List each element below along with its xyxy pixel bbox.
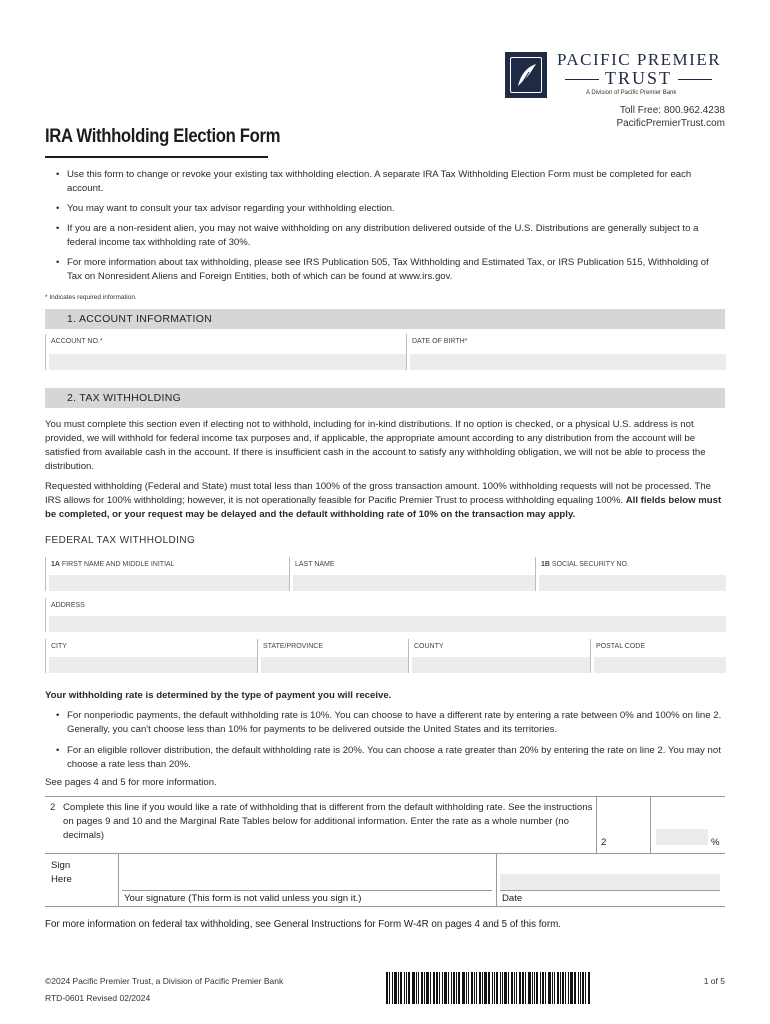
title-underline [45, 156, 268, 158]
field-label: CITY [51, 643, 67, 650]
barcode-bar [494, 972, 495, 1004]
barcode-bar [570, 972, 573, 1004]
barcode-bar [412, 972, 415, 1004]
barcode-bar [585, 972, 586, 1004]
barcode-bar [552, 972, 553, 1004]
barcode-bar [444, 972, 447, 1004]
barcode-bar [456, 972, 457, 1004]
logo-mark [505, 52, 547, 98]
barcode-bar [565, 972, 566, 1004]
field-label: ADDRESS [51, 602, 85, 609]
ssn-field[interactable] [535, 557, 726, 591]
state-input[interactable] [261, 657, 409, 673]
federal-heading: FEDERAL TAX WITHHOLDING [45, 535, 196, 546]
tax-paragraph-1: You must complete this section even if electing not to withhold, including for in-kind distributions. If no option is checked, or a physical U.S. address is not provided, we will withhold for federal income tax purposes and, if applicable, the appropriate amount according to any distribution from the account will be satisfied from available cash in the account. If there is insufficient cash in the account to satisfy any withholding obligation, we will not be able to process the distribution. [45, 419, 706, 472]
barcode-bar [508, 972, 509, 1004]
barcode-bar [400, 972, 402, 1004]
county-input[interactable] [412, 657, 591, 673]
field-label: 1B SOCIAL SECURITY NO. [541, 561, 629, 568]
signature-input[interactable] [122, 872, 492, 890]
barcode-bar [466, 972, 467, 1004]
divider [45, 853, 725, 854]
list-item: • For nonperiodic payments, the default withholding rate is 10%. You can choose to have a different rate by entering a rate between 0% and 100% on line 2. Generally, you can't choose less than 10% for payments to be delivered outside the United States and its territories. [56, 710, 722, 735]
barcode-bar [488, 972, 490, 1004]
section-account-header: 1. ACCOUNT INFORMATION [45, 309, 725, 329]
barcode-bar [578, 972, 579, 1004]
barcode-bar [562, 972, 564, 1004]
barcode-bar [439, 972, 440, 1004]
barcode-bar [557, 972, 559, 1004]
barcode-bar [519, 972, 521, 1004]
barcode-bar [492, 972, 493, 1004]
list-item: • You may want to consult your tax advisor regarding your withholding election. [56, 203, 395, 214]
date-of-birth-field[interactable] [406, 334, 726, 370]
tax-paragraph-2: Requested withholding (Federal and State) must total less than 100% of the gross transaction amount. 100% withholding requests will not be processed. The IRS allows for 100% withholding; however, it is not operationally feasible for Pacific Premier Trust to process withholding equaling 100%. All fields below must be completed, or your request may be delayed and the default withholding rate of 10% on the transaction may apply. [45, 481, 722, 520]
field-label: 1A FIRST NAME AND MIDDLE INITIAL [51, 561, 175, 568]
last-name-input[interactable] [293, 575, 536, 591]
form-code: RTD-0601 Revised 02/2024 [45, 993, 151, 1003]
field-label: LAST NAME [295, 561, 335, 568]
ssn-input[interactable] [539, 575, 726, 591]
barcode-bar [471, 972, 473, 1004]
barcode-bar [433, 972, 435, 1004]
barcode [386, 972, 612, 1004]
copyright: ©2024 Pacific Premier Trust, a Division of Pacific Premier Bank [45, 976, 284, 986]
divider [496, 853, 497, 906]
first-name-input[interactable] [49, 575, 290, 591]
barcode-bar [534, 972, 535, 1004]
barcode-bar [574, 972, 576, 1004]
date-label: Date [502, 893, 523, 904]
field-label: COUNTY [414, 643, 444, 650]
field-label: ACCOUNT NO.* [51, 338, 103, 345]
barcode-bar [582, 972, 584, 1004]
logo-subtitle: A Division of Pacific Premier Bank [586, 90, 677, 96]
postal-code-field[interactable] [590, 639, 726, 673]
barcode-bar [532, 972, 533, 1004]
field-label: DATE OF BIRTH* [412, 338, 468, 345]
barcode-bar [522, 972, 524, 1004]
barcode-bar [451, 972, 452, 1004]
list-item: • For an eligible rollover distribution, the default withholding rate is 20%. You can choose a rate greater than 20% by entering the rate on line 2. You may not choose a rate less than 20%. [56, 745, 721, 770]
page-title: IRA Withholding Election Form [45, 126, 281, 147]
barcode-bar [502, 972, 503, 1004]
barcode-bar [568, 972, 569, 1004]
barcode-bar [484, 972, 487, 1004]
barcode-bar [536, 972, 538, 1004]
barcode-bar [580, 972, 581, 1004]
barcode-bar [453, 972, 455, 1004]
barcode-bar [426, 972, 429, 1004]
barcode-bar [548, 972, 551, 1004]
signature-line [122, 890, 492, 891]
logo-trust: TRUST [557, 68, 720, 89]
barcode-bar [542, 972, 544, 1004]
line-2-instructions: 2 Complete this line if you would like a rate of withholding that is different from the default withholding rate. See the instructions on pages 9 and 10 and the Marginal Rate Tables below for additional information. Enter the rate as a whole number (no decimals) [50, 802, 593, 841]
required-note: * Indicates required information. [45, 294, 137, 301]
divider [650, 796, 651, 853]
barcode-bar [418, 972, 419, 1004]
withholding-rate-input[interactable] [656, 829, 708, 845]
page-number: 1 of 5 [703, 976, 725, 986]
barcode-bar [458, 972, 460, 1004]
last-name-field[interactable] [289, 557, 536, 591]
barcode-bar [525, 972, 526, 1004]
barcode-bar [392, 972, 393, 1004]
barcode-bar [496, 972, 498, 1004]
postal-code-input[interactable] [594, 657, 726, 673]
divider [45, 796, 725, 797]
barcode-bar [588, 972, 590, 1004]
barcode-bar [468, 972, 469, 1004]
account-no-field[interactable] [45, 334, 407, 370]
first-name-field[interactable] [45, 557, 290, 591]
date-of-birth-input[interactable] [410, 354, 726, 370]
sign-here-label: Sign Here [51, 860, 72, 885]
barcode-bar [430, 972, 431, 1004]
contact-info [616, 104, 725, 130]
barcode-bar [394, 972, 397, 1004]
section-tax-header: 2. TAX WITHHOLDING [45, 388, 725, 408]
list-item: • If you are a non-resident alien, you may not waive withholding on any distribution delivered outside of the U.S. Distributions are generally subject to a federal income tax withholding rate of 30%. [56, 223, 699, 248]
barcode-bar [476, 972, 477, 1004]
barcode-bar [436, 972, 438, 1004]
barcode-bar [448, 972, 449, 1004]
barcode-bar [442, 972, 443, 1004]
city-input[interactable] [49, 657, 258, 673]
rate-intro: Your withholding rate is determined by the type of payment you will receive. [45, 690, 392, 701]
city-field[interactable] [45, 639, 258, 673]
barcode-bar [406, 972, 407, 1004]
address-field[interactable] [45, 598, 726, 632]
date-input[interactable] [500, 874, 720, 890]
list-item: • For more information about tax withholding, please see IRS Publication 505, Tax Withholding and Estimated Tax, or IRS Publication 515, Withholding of Tax on Nonresident Aliens and Foreign Entities, both of which can be found at www.irs.gov. [56, 257, 709, 282]
barcode-bar [540, 972, 541, 1004]
rate-bullets [45, 709, 725, 772]
barcode-bar [545, 972, 546, 1004]
barcode-bar [474, 972, 475, 1004]
intro-bullets [45, 168, 725, 284]
list-item: • Use this form to change or revoke your existing tax withholding election. A separate IRA Tax Withholding Election Form must be completed for each account. [56, 169, 692, 194]
barcode-bar [504, 972, 507, 1004]
barcode-bar [389, 972, 390, 1004]
divider [118, 853, 119, 906]
barcode-bar [421, 972, 423, 1004]
account-no-input[interactable] [49, 354, 407, 370]
barcode-bar [416, 972, 417, 1004]
barcode-bar [404, 972, 405, 1004]
logo-name: PACIFIC PREMIER [557, 50, 722, 69]
address-input[interactable] [49, 616, 726, 632]
barcode-bar [560, 972, 561, 1004]
barcode-bar [408, 972, 410, 1004]
barcode-bar [398, 972, 399, 1004]
divider [45, 906, 725, 907]
barcode-bar [462, 972, 465, 1004]
website: PacificPremierTrust.com [616, 118, 725, 129]
barcode-bar [514, 972, 515, 1004]
percent-sign: % [711, 837, 720, 848]
barcode-bar [479, 972, 481, 1004]
barcode-bar [424, 972, 425, 1004]
more-info-note: For more information on federal tax withholding, see General Instructions for Form W-4R on pages 4 and 5 of this form. [45, 919, 562, 930]
divider [596, 796, 597, 853]
barcode-bar [554, 972, 555, 1004]
state-field[interactable] [257, 639, 409, 673]
barcode-bar [516, 972, 517, 1004]
field-label: STATE/PROVINCE [263, 643, 324, 650]
barcode-bar [528, 972, 531, 1004]
county-field[interactable] [408, 639, 591, 673]
line-2-number: 2 [601, 837, 607, 848]
barcode-bar [386, 972, 388, 1004]
date-line [500, 890, 720, 891]
see-pages-note: See pages 4 and 5 for more information. [45, 777, 217, 788]
barcode-bar [511, 972, 513, 1004]
field-label: POSTAL CODE [596, 643, 646, 650]
feather-logo-icon [505, 52, 547, 98]
barcode-bar [500, 972, 501, 1004]
toll-free: Toll Free: 800.962.4238 [619, 105, 725, 116]
barcode-bar [482, 972, 483, 1004]
signature-label: Your signature (This form is not valid unless you sign it.) [124, 893, 362, 904]
